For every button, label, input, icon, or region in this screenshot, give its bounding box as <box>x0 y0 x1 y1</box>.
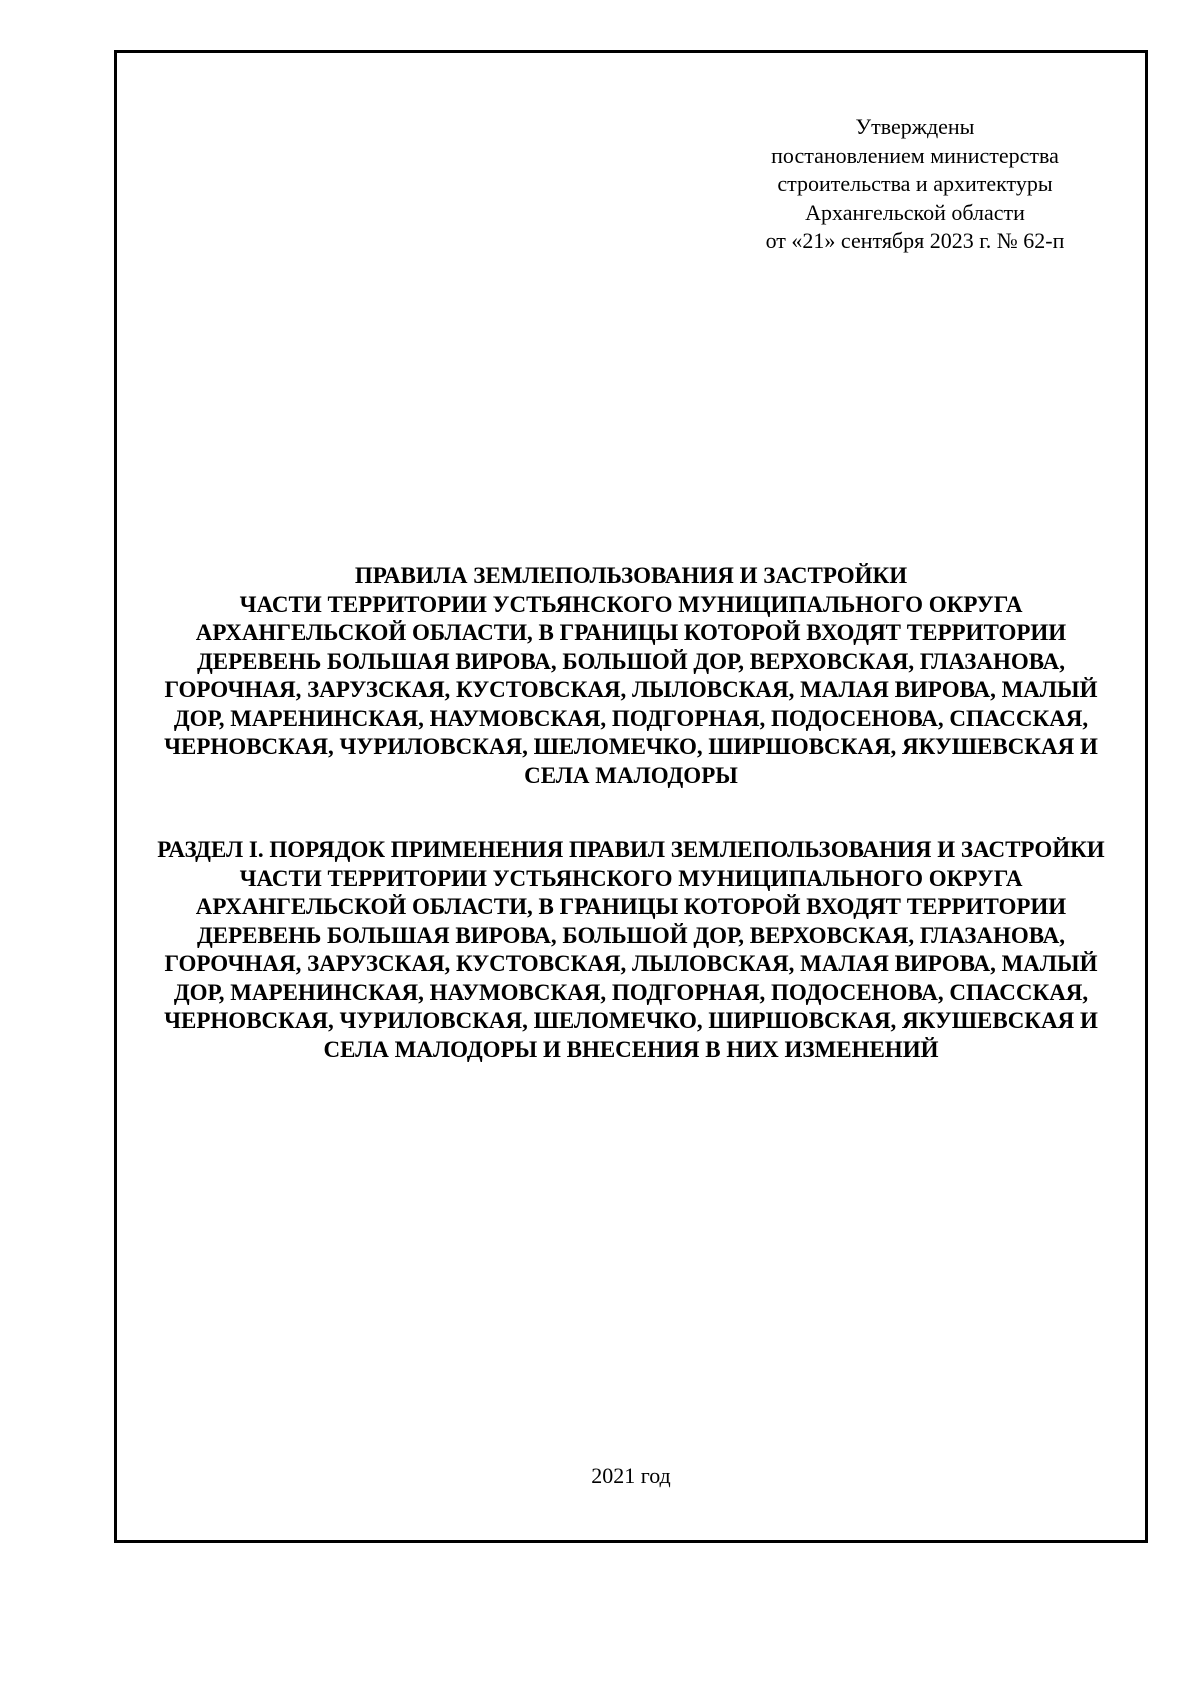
title-line: СЕЛА МАЛОДОРЫ <box>524 762 738 788</box>
approval-line: Утверждены <box>855 114 975 139</box>
title-line: ГОРОЧНАЯ, ЗАРУЗСКАЯ, КУСТОВСКАЯ, ЛЫЛОВСКАЯ, МАЛАЯ ВИРОВА, МАЛЫЙ <box>164 677 1098 702</box>
document-title <box>117 562 1145 790</box>
document-year: 2021 год <box>591 1463 671 1488</box>
section-title-line: ДЕРЕВЕНЬ БОЛЬШАЯ ВИРОВА, БОЛЬШОЙ ДОР, ВЕРХОВСКАЯ, ГЛАЗАНОВА, <box>196 922 1066 948</box>
section-title-line: АРХАНГЕЛЬСКОЙ ОБЛАСТИ, В ГРАНИЦЫ КОТОРОЙ ВХОДЯТ ТЕРРИТОРИИ <box>195 894 1067 919</box>
section-title-line: СЕЛА МАЛОДОРЫ И ВНЕСЕНИЯ В НИХ ИЗМЕНЕНИЙ <box>323 1036 939 1062</box>
approval-stamp-block <box>720 113 1110 256</box>
page-border-frame <box>114 50 1148 1543</box>
approval-line: строительства и архитектуры <box>777 171 1053 196</box>
title-line: ДОР, МАРЕНИНСКАЯ, НАУМОВСКАЯ, ПОДГОРНАЯ, ПОДОСЕНОВА, СПАССКАЯ, <box>173 705 1089 731</box>
approval-line: постановлением министерства <box>771 142 1059 168</box>
title-line: АРХАНГЕЛЬСКОЙ ОБЛАСТИ, В ГРАНИЦЫ КОТОРОЙ ВХОДЯТ ТЕРРИТОРИИ <box>195 620 1067 645</box>
approval-line: Архангельской области <box>805 199 1025 225</box>
section-title-line: ГОРОЧНАЯ, ЗАРУЗСКАЯ, КУСТОВСКАЯ, ЛЫЛОВСКАЯ, МАЛАЯ ВИРОВА, МАЛЫЙ <box>164 951 1098 976</box>
title-line: ПРАВИЛА ЗЕМЛЕПОЛЬЗОВАНИЯ И ЗАСТРОЙКИ <box>354 563 908 588</box>
title-line: ЧЕРНОВСКАЯ, ЧУРИЛОВСКАЯ, ШЕЛОМЕЧКО, ШИРШОВСКАЯ, ЯКУШЕВСКАЯ И <box>164 734 1098 759</box>
title-line: ДЕРЕВЕНЬ БОЛЬШАЯ ВИРОВА, БОЛЬШОЙ ДОР, ВЕРХОВСКАЯ, ГЛАЗАНОВА, <box>196 648 1066 674</box>
section-title-line: РАЗДЕЛ I. ПОРЯДОК ПРИМЕНЕНИЯ ПРАВИЛ ЗЕМЛЕПОЛЬЗОВАНИЯ И ЗАСТРОЙКИ <box>157 837 1105 862</box>
section-title-line: ЧЕРНОВСКАЯ, ЧУРИЛОВСКАЯ, ШЕЛОМЕЧКО, ШИРШОВСКАЯ, ЯКУШЕВСКАЯ И <box>164 1008 1098 1033</box>
title-line: ЧАСТИ ТЕРРИТОРИИ УСТЬЯНСКОГО МУНИЦИПАЛЬНОГО ОКРУГА <box>239 591 1023 617</box>
section-title-line: ДОР, МАРЕНИНСКАЯ, НАУМОВСКАЯ, ПОДГОРНАЯ, ПОДОСЕНОВА, СПАССКАЯ, <box>173 979 1089 1005</box>
section-title <box>117 836 1145 1064</box>
approval-line: от «21» сентября 2023 г. № 62-п <box>765 228 1065 253</box>
section-title-line: ЧАСТИ ТЕРРИТОРИИ УСТЬЯНСКОГО МУНИЦИПАЛЬНОГО ОКРУГА <box>239 865 1023 891</box>
